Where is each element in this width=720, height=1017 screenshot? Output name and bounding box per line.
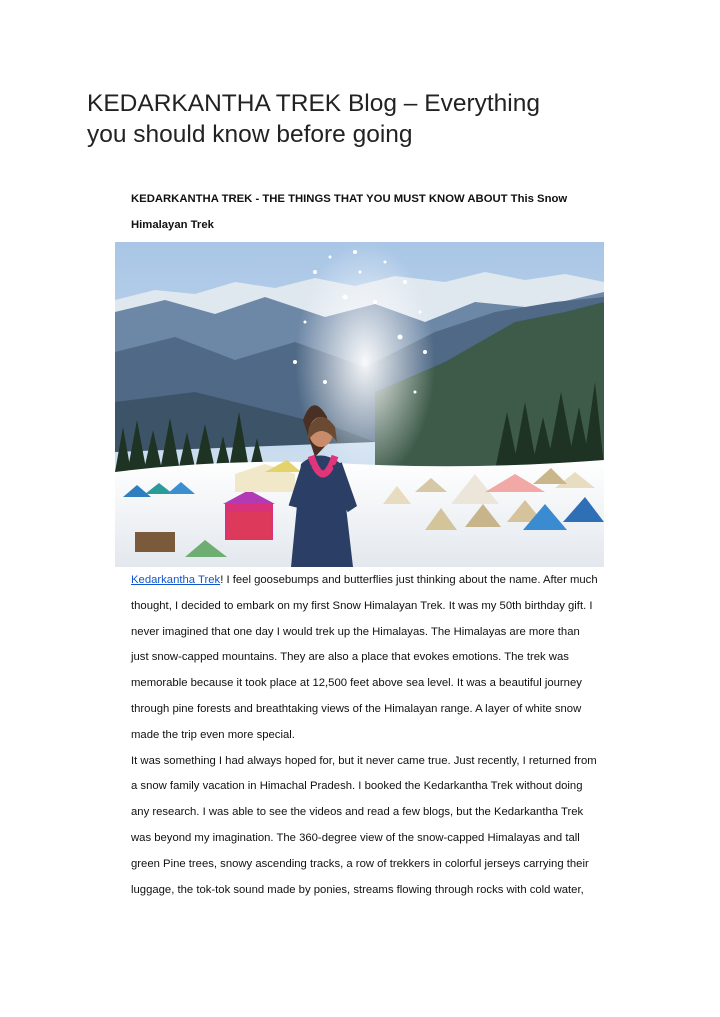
paragraph-1	[131, 568, 651, 749]
paragraph-line: It was something I had always hoped for, but it never came true. Just recently, I returned from	[131, 754, 597, 767]
paragraph-line: green Pine trees, snowy ascending tracks, a row of trekkers in colorful jerseys carrying their	[131, 857, 589, 870]
paragraph-line: luggage, the tok-tok sound made by ponies, streams flowing through rocks with cold water,	[131, 883, 584, 896]
paragraph-line: a snow family vacation in Himachal Pradesh. I booked the Kedarkantha Trek without doing	[131, 780, 583, 793]
paragraph-line: thought, I decided to embark on my first Snow Himalayan Trek. It was my 50th birthday gift. I	[131, 599, 593, 612]
article-body	[131, 568, 651, 903]
paragraph-line	[131, 568, 651, 594]
hero-photo-snow-camp	[115, 242, 604, 567]
page-title	[87, 88, 647, 150]
paragraph-line: just snow-capped mountains. They are also a place that evokes emotions. The trek was	[131, 651, 569, 664]
section-heading-line: Himalayan Trek	[131, 219, 214, 231]
section-heading	[131, 186, 631, 238]
paragraph-line: never imagined that one day I would trek up the Himalayas. The Himalayas are more than	[131, 625, 580, 638]
paragraph-line: memorable because it took place at 12,500 feet above sea level. It was a beautiful journey	[131, 677, 582, 690]
paragraph-line: any research. I was able to see the videos and read a few blogs, but the Kedarkantha Trek	[131, 806, 584, 819]
paragraph-line: through pine forests and breathtaking views of the Himalayan range. A layer of white snow	[131, 702, 582, 715]
kedarkantha-trek-link[interactable]: Kedarkantha Trek	[131, 574, 221, 586]
page-title-line: you should know before going	[87, 121, 413, 148]
hero-photo-illustration	[115, 242, 604, 567]
page-title-line: KEDARKANTHA TREK Blog – Everything	[87, 90, 540, 117]
paragraph-line: made the trip even more special.	[131, 728, 295, 741]
paragraph-2	[131, 749, 651, 904]
paragraph-line-text: ! I feel goosebumps and butterflies just thinking about the name. After much	[220, 574, 598, 586]
paragraph-line: was beyond my imagination. The 360-degree view of the snow-capped Himalayas and tall	[131, 831, 580, 844]
section-heading-line: KEDARKANTHA TREK - THE THINGS THAT YOU MUST KNOW ABOUT This Snow	[131, 193, 568, 205]
